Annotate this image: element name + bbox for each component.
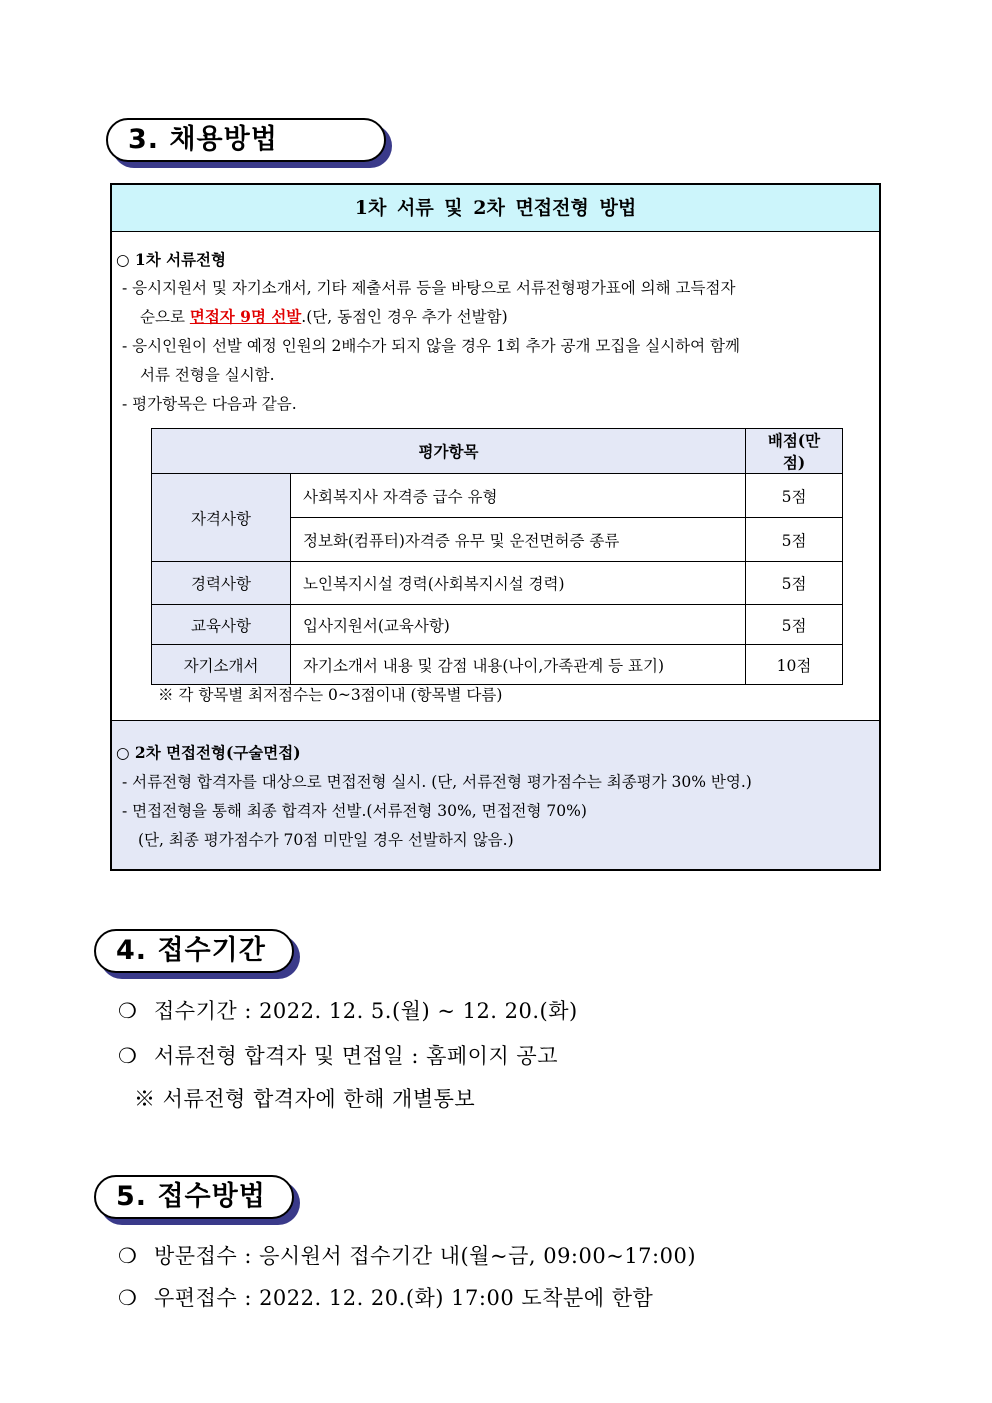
category-cell: 자격사항: [152, 474, 291, 562]
screening-line-3: - 응시인원이 선발 예정 인원의 2배수가 되지 않을 경우 1회 추가 공개 모집을 실시하여 함께: [122, 337, 740, 355]
box-title: 1차 서류 및 2차 면접전형 방법: [112, 185, 879, 232]
interview-line-2: - 면접전형을 통해 최종 합격자 선발.(서류전형 30%, 면접전형 70%): [122, 802, 587, 820]
table-row: [152, 562, 843, 605]
circle-bullet-icon: ❍: [118, 1044, 138, 1068]
interview-heading: ○ 2차 면접전형(구술면접): [116, 743, 301, 762]
item-cell: 자기소개서 내용 및 감점 내용(나이,가족관계 등 표기): [291, 645, 746, 685]
section-4-title: 4. 접수기간: [94, 929, 294, 973]
individual-notice-note: ※ 서류전형 합격자에 한해 개별통보: [134, 1087, 476, 1111]
reception-period-text: 접수기간 : 2022. 12. 5.(월) ~ 12. 20.(화): [154, 999, 578, 1023]
interview-section: [112, 720, 879, 869]
section-3-title: 3. 채용방법: [106, 118, 386, 162]
mail-reception-text: 우편접수 : 2022. 12. 20.(화) 17:00 도착분에 한함: [154, 1286, 654, 1310]
section-4-heading: [94, 929, 294, 973]
category-cell: 자기소개서: [152, 645, 291, 685]
header-evaluation-item: 평가항목: [152, 429, 746, 474]
interview-line-1: - 서류전형 합격자를 대상으로 면접전형 실시. (단, 서류전형 평가점수는 최종평가 30% 반영.): [122, 773, 752, 791]
circle-bullet-icon: ❍: [118, 1286, 138, 1310]
score-cell: 10점: [746, 645, 843, 685]
interview-date-text: 서류전형 합격자 및 면접일 : 홈페이지 공고: [154, 1044, 558, 1068]
category-cell: 경력사항: [152, 562, 291, 605]
screening-line-5: - 평가항목은 다음과 같음.: [122, 395, 297, 413]
score-cell: 5점: [746, 518, 843, 562]
screening-line-1: - 응시지원서 및 자기소개서, 기타 제출서류 등을 바탕으로 서류전형평가표에 의해 고득점자: [122, 279, 736, 297]
header-max-score: 배점(만점): [746, 429, 843, 474]
item-cell: 입사지원서(교육사항): [291, 605, 746, 645]
document-screening-heading: ○ 1차 서류전형: [116, 250, 226, 269]
section-3-heading: [106, 118, 386, 162]
screening-line-2-post: .(단, 동점인 경우 추가 선발함): [301, 308, 508, 326]
table-row: [152, 605, 843, 645]
document-screening-section: [112, 232, 879, 720]
selection-method-box: [110, 183, 881, 871]
table-row: [152, 645, 843, 685]
category-cell: 교육사항: [152, 605, 291, 645]
item-cell: 노인복지시설 경력(사회복지시설 경력): [291, 562, 746, 605]
screening-line-2: [140, 305, 508, 327]
screening-line-2-pre: 순으로: [140, 308, 190, 326]
table-row: [152, 474, 843, 518]
visit-reception-item: [118, 1240, 696, 1270]
section-5-title: 5. 접수방법: [94, 1175, 294, 1219]
screening-line-4: 서류 전형을 실시함.: [140, 366, 275, 384]
score-cell: 5점: [746, 562, 843, 605]
circle-bullet-icon: ❍: [118, 999, 138, 1023]
visit-reception-text: 방문접수 : 응시원서 접수기간 내(월~금, 09:00~17:00): [154, 1244, 697, 1268]
score-cell: 5점: [746, 605, 843, 645]
item-cell: 정보화(컴퓨터)자격증 유무 및 운전면허증 종류: [291, 518, 746, 562]
table-note: ※ 각 항목별 최저점수는 0~3점이내 (항목별 다름): [158, 686, 503, 704]
interview-line-3: (단, 최종 평가점수가 70점 미만일 경우 선발하지 않음.): [138, 831, 514, 849]
item-cell: 사회복지사 자격증 급수 유형: [291, 474, 746, 518]
interview-date-item: [118, 1040, 558, 1070]
section-5-heading: [94, 1175, 294, 1219]
interviewee-count-highlight: 면접자 9명 선발: [189, 307, 302, 326]
evaluation-table: [151, 428, 843, 685]
circle-bullet-icon: ❍: [118, 1244, 138, 1268]
reception-period-item: [118, 995, 578, 1025]
table-header-row: [152, 429, 843, 474]
mail-reception-item: [118, 1282, 653, 1312]
score-cell: 5점: [746, 474, 843, 518]
